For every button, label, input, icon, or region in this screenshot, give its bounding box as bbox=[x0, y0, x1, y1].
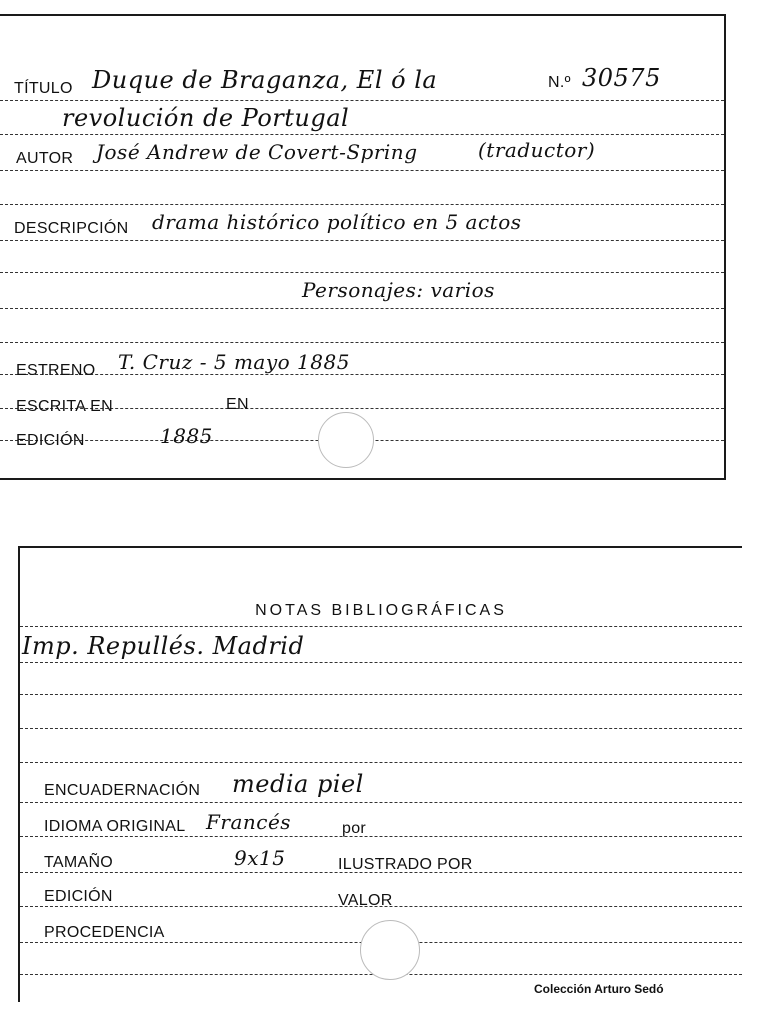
escrita-en-label: ESCRITA EN bbox=[16, 398, 113, 415]
edicion-back-label: EDICIÓN bbox=[44, 888, 113, 905]
edicion-value: 1885 bbox=[160, 424, 213, 448]
notas-value: Imp. Repullés. Madrid bbox=[22, 632, 305, 660]
autor-value: José Andrew de Covert-Spring bbox=[96, 140, 418, 164]
punch-hole bbox=[360, 920, 420, 980]
descripcion-value-line1: drama histórico político en 5 actos bbox=[152, 210, 522, 234]
ruled-line bbox=[0, 134, 724, 135]
edicion-label: EDICIÓN bbox=[16, 432, 85, 449]
tamano-label: TAMAÑO bbox=[44, 854, 114, 871]
tamano-value: 9x15 bbox=[234, 846, 286, 870]
estreno-value: T. Cruz - 5 mayo 1885 bbox=[118, 350, 350, 374]
catalog-card-back bbox=[18, 546, 742, 1002]
notas-heading: NOTAS BIBLIOGRÁFICAS bbox=[255, 602, 507, 619]
ruled-line bbox=[20, 802, 742, 803]
ruled-line bbox=[0, 204, 724, 205]
titulo-value-line1: Duque de Braganza, El ó la bbox=[92, 66, 438, 94]
titulo-value-line2: revolución de Portugal bbox=[62, 104, 350, 132]
numero-label: N.º bbox=[548, 74, 571, 91]
titulo-label: TÍTULO bbox=[14, 80, 73, 97]
encuadernacion-label: ENCUADERNACIÓN bbox=[44, 782, 201, 799]
escrita-en-second-label: EN bbox=[226, 396, 249, 413]
ilustrado-label: ILUSTRADO POR bbox=[338, 856, 473, 873]
collection-footer: Colección Arturo Sedó bbox=[534, 982, 664, 996]
numero-value: 30575 bbox=[582, 64, 661, 92]
ruled-line bbox=[0, 342, 724, 343]
ruled-line bbox=[20, 626, 742, 627]
ruled-line bbox=[20, 694, 742, 695]
autor-role: (traductor) bbox=[478, 138, 596, 162]
ruled-line bbox=[20, 836, 742, 837]
ruled-line bbox=[0, 374, 724, 375]
ruled-line bbox=[20, 662, 742, 663]
ruled-line bbox=[20, 728, 742, 729]
descripcion-value-line2: Personajes: varios bbox=[302, 278, 495, 302]
idioma-value: Francés bbox=[206, 810, 292, 834]
ruled-line bbox=[0, 240, 724, 241]
ruled-line bbox=[0, 308, 724, 309]
ruled-line bbox=[0, 170, 724, 171]
ruled-line bbox=[20, 762, 742, 763]
por-label: por bbox=[342, 820, 367, 837]
encuadernacion-value: media piel bbox=[232, 770, 364, 798]
procedencia-label: PROCEDENCIA bbox=[44, 924, 165, 941]
valor-label: VALOR bbox=[338, 892, 393, 909]
descripcion-label: DESCRIPCIÓN bbox=[14, 220, 129, 237]
punch-hole bbox=[318, 412, 374, 468]
estreno-label: ESTRENO bbox=[16, 362, 96, 379]
autor-label: AUTOR bbox=[16, 150, 74, 167]
ruled-line bbox=[0, 272, 724, 273]
idioma-label: IDIOMA ORIGINAL bbox=[44, 818, 186, 835]
ruled-line bbox=[0, 100, 724, 101]
catalog-card-front bbox=[0, 14, 726, 480]
